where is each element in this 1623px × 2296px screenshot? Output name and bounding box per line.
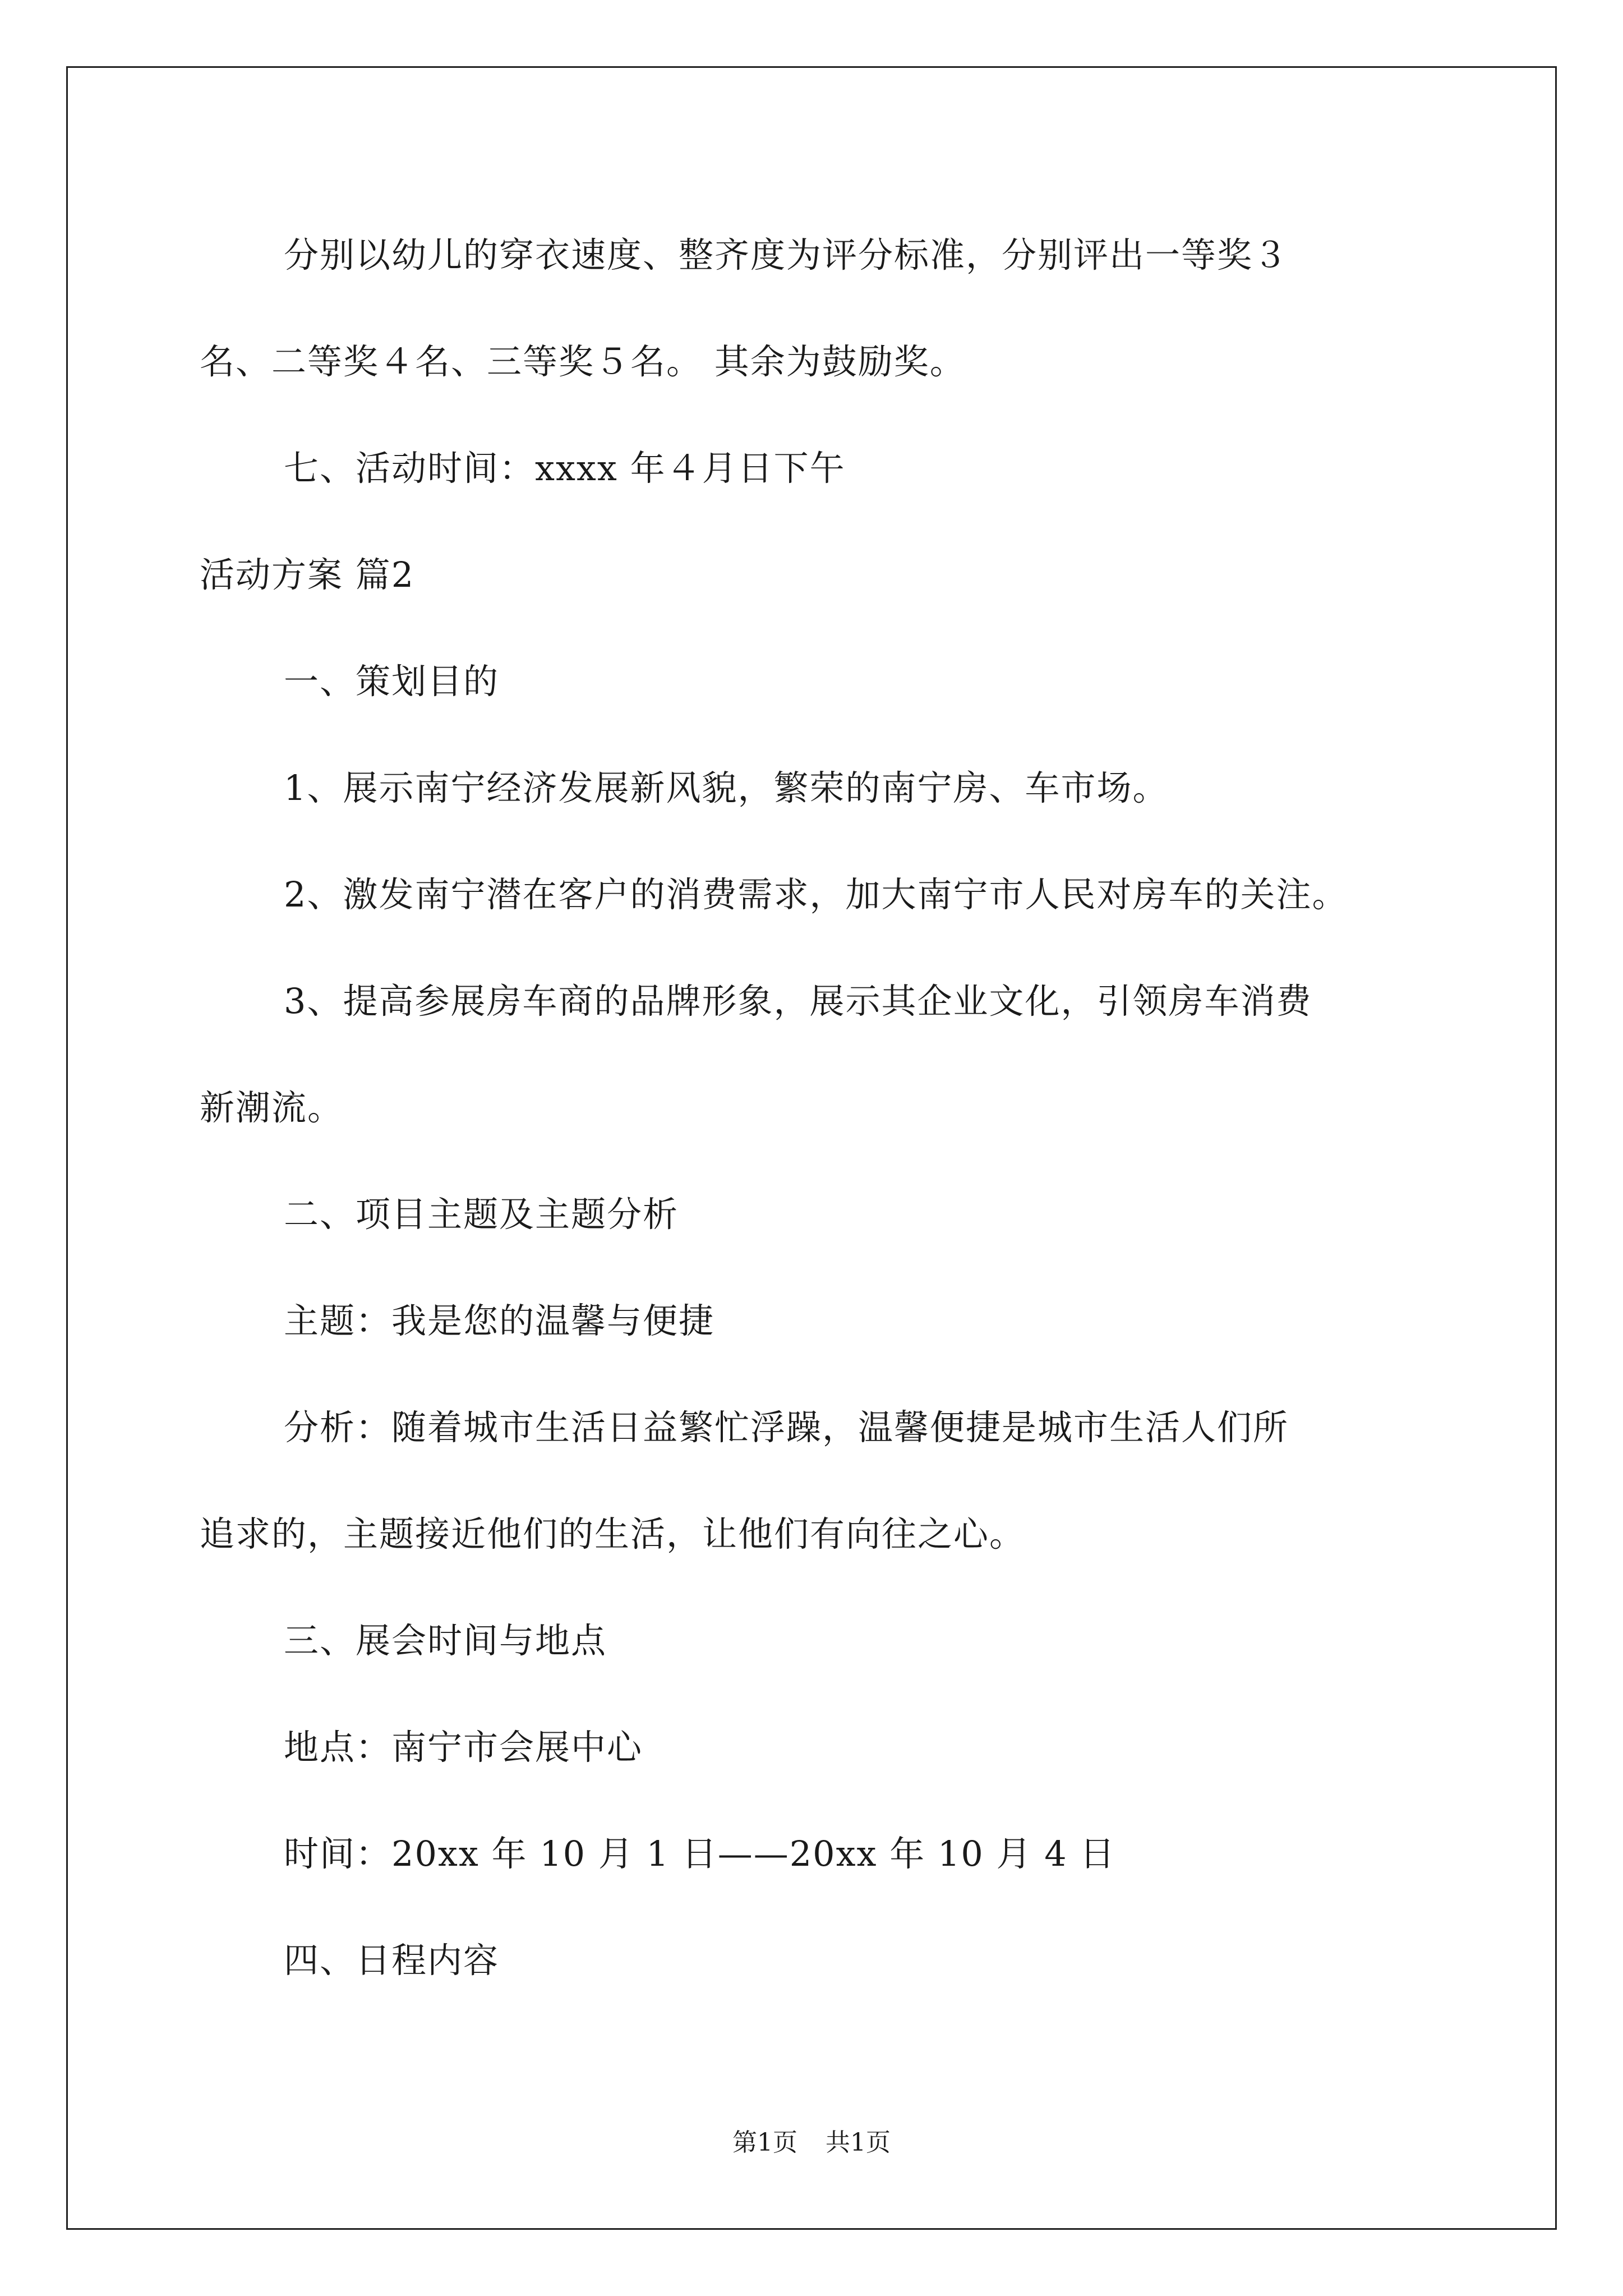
section-heading-plan-2: 活动方案 篇2 [200, 554, 415, 595]
page-number-current: 第1页 [732, 2128, 797, 2157]
page-footer [0, 2126, 1623, 2160]
body-line-purpose-2: 2、激发南宁潜在客户的消费需求，加大南宁市人民对房车的关注。 [284, 874, 1348, 915]
body-line-awards: 名、二等奖４名、三等奖５名。 其余为鼓励奖。 [200, 341, 966, 382]
body-line-theme: 主题：我是您的温馨与便捷 [284, 1300, 715, 1341]
body-line-purpose-3-cont: 新潮流。 [200, 1087, 344, 1128]
body-line-scoring-standard: 分别以幼儿的穿衣速度、整齐度为评分标准，分别评出一等奖３ [284, 234, 1289, 275]
body-line-location: 地点：南宁市会展中心 [284, 1727, 643, 1768]
heading-planning-purpose: 一、策划目的 [284, 661, 500, 702]
body-line-analysis: 分析：随着城市生活日益繁忙浮躁，温馨便捷是城市生活人们所 [284, 1407, 1289, 1448]
body-line-purpose-1: 1、展示南宁经济发展新风貌，繁荣的南宁房、车市场。 [284, 767, 1169, 808]
heading-schedule: 四、日程内容 [284, 1940, 500, 1981]
body-line-activity-time: 七、活动时间：xxxx 年４月日下午 [284, 448, 846, 489]
heading-time-location: 三、展会时间与地点 [284, 1620, 607, 1661]
body-line-time: 时间：20xx 年 10 月 1 日——20xx 年 10 月 4 日 [284, 1833, 1116, 1874]
page-border [66, 66, 1557, 2230]
body-line-analysis-cont: 追求的，主题接近他们的生活，让他们有向往之心。 [200, 1513, 1026, 1554]
heading-project-theme: 二、项目主题及主题分析 [284, 1194, 679, 1235]
body-line-purpose-3: 3、提高参展房车商的品牌形象，展示其企业文化，引领房车消费 [284, 981, 1312, 1022]
page-number-total: 共1页 [826, 2128, 891, 2157]
